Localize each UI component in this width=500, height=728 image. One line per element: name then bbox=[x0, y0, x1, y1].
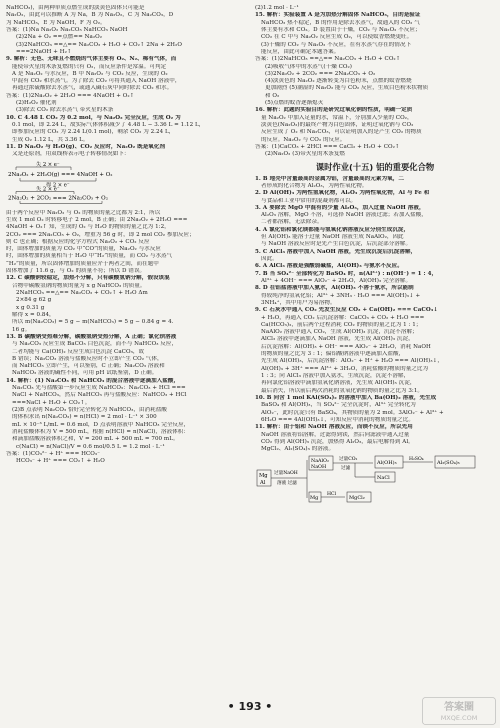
left-column-line: (2)2Na + O₂ ==点燃== Na₂O₂ bbox=[16, 34, 103, 41]
right-column-line: 体主要有水和 CO₂。D 装置由于干燥，CO₂ 与 Na₂O₂ 不反应； bbox=[261, 26, 421, 33]
left-column-line: 中混有 CO₂ 和水蒸气。为了除去 CO₂ 可将其通入 NaOH 溶液中， bbox=[12, 78, 181, 85]
right-column-line: 10. B 向含 1 mol KAl(SO₄)₂ 的溶液中加入 Ba(OH)₂ 溶液，先生成 bbox=[255, 394, 437, 401]
right-column-line: 6H₂O === 4Al(OH)₃↓，可知反应中消耗的物质的量之比。 bbox=[261, 416, 414, 423]
left-column bbox=[6, 5, 246, 466]
right-column-line: 更加剧烈 (5)潮湿的 Na₂O₂ 能与 CO₂ 反应，生成白色粉末状物质 bbox=[265, 85, 429, 92]
left-column-line: 4NaOH + O₂↑ 知，生成的 O₂ 与 H₂O 的物质的量之比为 1:2， bbox=[6, 224, 170, 231]
left-column-line: 的体积求出 n(Na₂CO₃) = n(HCl) = 2 mol · L⁻¹ × 300 bbox=[12, 414, 157, 421]
left-column-line: (3)2NaHCO₃ ==△== Na₂CO₃ + H₂O + CO₂↑ 2Na + 2H₂O bbox=[16, 41, 182, 48]
right-column-line: 与 NaOH 溶液反应时是先产生白色沉淀，后沉淀部分溶解。 bbox=[261, 241, 412, 248]
right-column-line: 再向氯化铝溶液中滴加氢氧化钠溶液，先生成 Al(OH)₃ 沉淀， bbox=[261, 380, 416, 387]
right-column-line: 的物质的量之比为 3 : 1；偏铝酸钠溶液中逐滴加入盐酸， bbox=[261, 351, 405, 358]
left-column-line: 答案：(1)2Na₂O₂ + 2H₂O === 4NaOH + O₂↑ bbox=[6, 92, 135, 99]
svg-text:MXQE.COM: MXQE.COM bbox=[440, 714, 478, 722]
right-column-line: 但 Al(OH)₃ 能溶于过量 NaOH 溶液生成 NaAlO₂，因此 bbox=[261, 234, 404, 241]
eq1-loss-label: 得 2 × e⁻ bbox=[46, 182, 70, 189]
start-label-al: Al bbox=[260, 480, 266, 487]
right-column-line: AlCl₃ 溶液中逐滴加入 NaOH 溶液，先生成 Al(OH)₃ 沉淀， bbox=[261, 336, 414, 343]
right-column-line: 2. D Al(OH)₃ 为两性氢氧化物，Al₂O₃ 为两性氧化物，Al 与 Fe 和 bbox=[255, 190, 430, 197]
left-column-line: 和滴加盐酸溶液体积之和，V = 200 mL + 500 mL = 700 mL。 bbox=[12, 436, 179, 443]
left-column-line: (2)B 点表明 Na₂CO₃ 恰好完全转化为 NaHCO₃，由消耗盐酸 bbox=[12, 407, 167, 413]
left-column-line: 时，固体增加的质量相当于 H₂O 中“H₂”的质量，而 CO₂ 与水蒸气 bbox=[6, 253, 173, 260]
left-column-line: 生成 O₂ 1.12 L，共 3.36 L。 bbox=[12, 136, 89, 143]
left-column-line: ===2NaOH + H₂↑ bbox=[16, 48, 72, 55]
left-column-line: 2×84 g 62 g bbox=[16, 297, 52, 304]
filtrate-naoh: NaOH bbox=[311, 465, 327, 471]
right-column-line: BaSO₄ 和 Al(OH)₃，当 SO₄²⁻ 完全沉淀时，Al³⁺ 完全转化为 bbox=[261, 402, 416, 409]
right-column-line: 与食品和工业中常用的混凝剂都可以。 bbox=[261, 197, 357, 204]
right-column-line: + H₂O，再通入 CO₂ 后沉淀溶解：CaCO₃ + CO₂ + H₂O === bbox=[261, 314, 425, 321]
product1-label: Al(OH)₃ bbox=[377, 460, 397, 467]
left-column-line: 生成 1 mol O₂ 时转移电子 2 mol，B 正确；由 2Na₂O₂ + 2H₂O === bbox=[6, 216, 188, 223]
right-column-line: 16. 解析：此题的实验目的是研究过氧化钠的性质，明确一定质 bbox=[255, 107, 413, 114]
left-column-line: 时，固体增加的质量为 CO₂ 中“CO”的质量，Na₂O₂ 与水反应 bbox=[6, 246, 162, 253]
left-column-line: 与 Na₂CO₃ 反应生成 BaCO₃ 白色沉淀，而不与 NaHCO₃ 反应， bbox=[12, 341, 178, 348]
right-column-line: 量 Na₂O₂ 中加入足量的水，常温下，分别加入少量的 CO₂， bbox=[261, 114, 413, 121]
right-column-line: 1 : 3；向 AlCl₃ 溶液中加入氨水，生成沉淀，沉淀不溶解， bbox=[261, 373, 410, 379]
section-heading: 课时作业(十五) 铝的重要化合物 bbox=[315, 161, 435, 172]
left-column-line: c(NaCl) = n(NaCl)/V = 0.6 mol/0.5 L = 1.2 mol · L⁻¹ bbox=[16, 443, 165, 450]
left-column-line: HCO₃⁻ + H⁺ === CO₂↑ + H₂O bbox=[16, 458, 105, 465]
right-column-line: (2)吸收气体中的水蒸气(干燥 CO₂) bbox=[265, 63, 352, 70]
step4-label: HCl bbox=[327, 492, 336, 498]
left-column-line: (3)除去 CO₂ 除去水蒸气 带火星的木条 bbox=[16, 107, 114, 114]
step1-label-a: 过量NaOH bbox=[274, 471, 298, 477]
right-column-line: 能反应，由此可确定本题答案。 bbox=[261, 48, 340, 55]
left-column-line: mL × 10⁻³ L/mL = 0.6 mol，D 点表明溶液中 NaHCO₃ 完全反应， bbox=[12, 421, 190, 428]
left-column-line: 11. D Na₂O₂ 与 H₂O(g)、CO₂ 反应时，Na₂O₂ 既是氧化剂 bbox=[6, 143, 166, 150]
right-column-line: 先生成 Al(OH)₃，后沉淀溶解：AlO₂⁻ + H⁺ + H₂O === Al(OH)₃↓， bbox=[261, 358, 443, 365]
step1-label-b: 溶液 过滤 bbox=[277, 481, 297, 487]
left-column-line: 答案：(1)CO₃²⁻ + H⁺ === HCO₃⁻ bbox=[6, 450, 101, 457]
left-column-line: 12. C 碳酸钠较稳定，加热不分解，只有碳酸氢钠分解，假设该混 bbox=[6, 275, 170, 282]
flowchart-svg bbox=[255, 454, 485, 506]
product3-label: MgCl₂ bbox=[349, 495, 365, 502]
electron-transfer-diagram bbox=[6, 160, 246, 208]
left-column-line: Na₂CO₃ 先与盐酸第一步反应生成 NaHCO₃：Na₂CO₃ + HCl === bbox=[12, 385, 186, 392]
left-column-line: 0.1 mol，即 2.24 L，故实际气体体积减少了 4.48 L − 3.36 L = 1.12 L， bbox=[12, 122, 205, 128]
left-column-line: 二者均能与 Ca(OH)₂ 反应生成白色沉淀 CaCO₃，故 bbox=[12, 348, 145, 355]
svg-text:答案圈: 答案圈 bbox=[444, 702, 474, 713]
right-column-line: 反应生成了 O₂ 和 Na₂CO₃，可以证明加入的是产生 CO₂ 的物质 bbox=[261, 129, 422, 136]
left-column-line: B 错误；Na₂CO₃ 溶液与盐酸反应时不立即产生 CO₂ 气体， bbox=[12, 355, 163, 362]
left-column-line: 16 g。 bbox=[12, 326, 31, 333]
eq1-gain-label: 失 2 × e⁻ bbox=[36, 161, 60, 168]
right-column-line: 11. 解析：由于铝和 NaOH 溶液反应，而镁不反应，所以先用 bbox=[255, 424, 413, 431]
left-column-line: 2NaHCO₃ ==△== Na₂CO₃ + CO₂↑ + H₂O Δm bbox=[16, 290, 148, 296]
page-number: • 193 • bbox=[227, 700, 273, 713]
byproduct-label: NaCl bbox=[377, 475, 390, 482]
left-column-line: 13. B 碳酸钠受热难分解，碳酸氢钠受热分解，A 正确；氯化钡溶液 bbox=[6, 333, 177, 340]
electron-transfer-svg bbox=[6, 160, 206, 204]
left-column-line: 即参加反应的 CO₂ 为 2.24 L(0.1 mol)，剩余 CO₂ 为 2.24 L， bbox=[12, 129, 175, 136]
right-column-line: NaOH 溶液将铝溶解，过滤得到镁，然后向滤液中通入过量 bbox=[261, 431, 410, 438]
left-column-line: NaHCO₃)，由两种单质点燃生成的淡黄色固体只可能是 bbox=[6, 5, 145, 11]
left-column-line: 再通过浓硫酸除去水蒸气，或通入碱石灰中同时除去 CO₂ 和水。 bbox=[12, 85, 173, 92]
left-column-line: 而 NaHCO₃ 立即产生，可以鉴别，C 正确；Na₂CO₃ 溶液和 bbox=[12, 363, 165, 370]
right-column-line: (4)淡黄色的 Na₂O₂ 逐渐转变为白色粉末，点燃的蚊香燃烧 bbox=[265, 78, 412, 85]
right-column-line: 6. A AlCl₃ 溶液是强酸弱碱盐，Al(OH)₃ 与氨水不反应。 bbox=[255, 263, 403, 270]
right-column-line: Al₂O₃ 溶解，MgO 不溶，可选择 NaOH 溶液过滤；若加入盐酸， bbox=[261, 212, 427, 219]
left-column-line: 2CO₂ === 2Na₂CO₃ + O₂，增重为 56 g 时，即 2 mol CO₂ 参加反应； bbox=[6, 231, 195, 238]
right-column-line: CO₂ 得到 Al(OH)₃ 沉淀，加热得 Al₂O₃，最后电解得到 Al。 bbox=[261, 438, 414, 445]
right-column-line: 二者都溶解，无法除杂。 bbox=[261, 219, 323, 226]
start-label-mg: Mg bbox=[259, 473, 268, 480]
right-column-line: Al(OH)₃ + 3H⁺ === Al³⁺ + 3H₂O，消耗盐酸的物质的量之比为 bbox=[261, 365, 429, 372]
left-column-line: 能使带火星的木条复燃的只有 O₂，而反应条件是常温。可判定 bbox=[12, 63, 167, 70]
left-column-line: “H₂”的质量，所以固体增加的质量应介于两者之间，而在题中 bbox=[6, 260, 159, 267]
left-column-line: Na₂O₂，由此可以推断 A 为 Na，B 为 Na₂O₂，C 为 Na₂CO₃，D bbox=[6, 12, 174, 19]
right-column-line: 5. C AlCl₃ 溶液中加入 NaOH 溶液，先生成沉淀后沉淀溶解， bbox=[255, 248, 417, 255]
right-column-line: 得较纯净的氢氧化铝；Al³⁺ + 3NH₃ · H₂O === Al(OH)₃↓ + bbox=[261, 292, 421, 299]
left-column-line: x g 0.31 g bbox=[16, 304, 45, 311]
right-column bbox=[255, 5, 495, 512]
right-column-line: 3NH₄⁺，其中用户为易溶物。 bbox=[261, 299, 336, 306]
left-column-line: A 是 Na₂O₂ 与水反应，B 中 Na₂O₂ 与 CO₂ 反应，生成的 O₂ bbox=[12, 70, 168, 77]
right-column-line: Al³⁺ + 4OH⁻ === AlO₂⁻ + 2H₂O，Al(OH)₃ 完全溶解。 bbox=[261, 277, 412, 284]
right-column-line: 淡黄色(Na₂O₂)的最终产物为白色固体，证明过氧化钠与 CO₂ bbox=[261, 122, 414, 128]
right-column-line: NaHCO₃ 热不稳定，B 的作用是除去水蒸气，故通入的 CO₂ 气 bbox=[261, 19, 420, 26]
right-column-line: NaAlO₂ 溶液中通入 CO₂，生成 Al(OH)₃ 沉淀，沉淀不溶解； bbox=[261, 329, 418, 336]
right-column-line: 者形成的化合物为 Al₂O₃，为两性氧化物。 bbox=[261, 182, 368, 189]
eq2-text: 2Na₂O₂ + 2CO₂ === 2Na₂CO₃ + O₂ bbox=[8, 195, 108, 202]
right-column-line: 答案：(1)2NaHCO₃ ==△== Na₂CO₃ + H₂O + CO₂↑ bbox=[255, 56, 401, 63]
left-column-line: 又是还原剂，用双线桥表示电子转移情况如下： bbox=[12, 151, 130, 158]
right-column-line: (3)干燥的 CO₂ 与 Na₂O₂ 不反应，在有水蒸气存在的情况下 bbox=[261, 41, 412, 48]
left-column-line: 消耗盐酸体积为 V = 500 mL，根据 n(HCl) = n(NaCl)，溶液体积： bbox=[12, 428, 189, 435]
left-column-line: 10. C 4.48 L CO₂ 为 0.2 mol，与 Na₂O₂ 完全反应，生成 O₂ 为 bbox=[6, 114, 181, 121]
right-column-line: Ca(HCO₃)₂，前后两个过程消耗 CO₂ 的物质的量之比为 1 : 1； bbox=[261, 321, 422, 328]
step2-label-a: 过量CO₂ bbox=[339, 457, 358, 463]
right-column-line: MgCl₂、Al₂(SO₄)₃ 的溶液。 bbox=[261, 446, 335, 453]
right-column-line: 后沉淀溶解：Al(OH)₃ + OH⁻ === AlO₂⁻ + 2H₂O，消耗 NaOH bbox=[261, 343, 431, 350]
watermark-logo bbox=[422, 697, 496, 725]
right-column-line: 15. 解析：实验装置 A 是为加热分解固体 NaHCO₃，目的是验证 bbox=[255, 12, 421, 19]
right-column-line: 的反应。Na₂O₂ 与 CO₂ 的反应。 bbox=[261, 136, 346, 143]
product2-label: Al₂(SO₄)₃ bbox=[437, 460, 460, 467]
right-column-line: 3. A 要除去 MgO 中混有的少量 Al₂O₃，加入过量 NaOH 溶液， bbox=[255, 204, 425, 211]
right-column-line: 因此。 bbox=[261, 256, 278, 262]
right-column-line: AlO₂⁻，此时沉淀只有 BaSO₄，其物质的量为 2 mol。3AlO₂⁻ + Al³⁺ + bbox=[261, 409, 444, 416]
left-column-line: 合物中碳酸氢钠的物质的量为 x g NaHCO₃ 的质量。 bbox=[12, 282, 146, 289]
left-column-line: NaHCO₃ 溶液的碱性不同，可用 pH 试纸鉴别，D 正确。 bbox=[12, 370, 158, 377]
left-column-line: 答案：(1)Na Na₂O₂ Na₂CO₃ NaHCO₃ NaOH bbox=[6, 26, 128, 33]
left-column-line: 所以 m(Na₂CO₃) = 5 g − m(NaHCO₃) = 5 g − 0.84 g = 4. bbox=[12, 319, 174, 326]
right-column-line: (3)2Na₂O₂ + 2CO₂ === 2Na₂CO₃ + O₂ bbox=[265, 70, 376, 77]
left-column-line: 14. 解析：(1) Na₂CO₃ 和 NaHCO₃ 的混合溶液中逐滴加入盐酸， bbox=[6, 377, 180, 384]
step2-label-b: 过滤 bbox=[341, 466, 351, 472]
right-column-line: 1. B 地壳中含量最高的金属为铝，含量最高的元素为氧，二 bbox=[255, 175, 404, 182]
right-column-line: 8. D 在铝盐溶液中加入氨水，Al(OH)₃ 不溶于氨水，所以能制 bbox=[255, 285, 414, 292]
aluminum-separation-flowchart bbox=[255, 454, 495, 510]
left-column-line: NaCl + NaHCO₃，然后 NaHCO₃ 再与盐酸反应：NaHCO₃ + HCl bbox=[12, 392, 187, 399]
step3-label: H₂SO₄ bbox=[409, 457, 424, 463]
left-column-line: 9. 解析：无色、无味且不燃烧的气体主要有 O₂、N₂、稀有气体，而 bbox=[6, 56, 177, 63]
right-column-line: 答案：(1)CaCO₃ + 2HCl === CaCl₂ + H₂O + CO₂↑ bbox=[255, 143, 400, 150]
left-column-line: 解得 x = 0.84， bbox=[12, 311, 55, 318]
right-column-line: (2)Na₂O₂ (3)带火星的木条复燃 bbox=[265, 151, 346, 158]
left-column-line: 为 NaHCO₃，E 为 NaOH，F 为 O₂。 bbox=[6, 19, 106, 26]
right-column-line: (5)点燃的蚊香逐渐熄灭 bbox=[265, 100, 324, 107]
left-column-line: 固体增加了 11.6 g，与 O₂ 的质量不符；所以 D 错误。 bbox=[6, 268, 146, 275]
eq1-loss-line bbox=[20, 178, 96, 181]
right-column-line: 7. B 当 SO₄²⁻ 全部转化为 BaSO₄ 时，n(Al³⁺) : n(OH⁻) = 1 : 4， bbox=[255, 270, 438, 277]
right-column-line: 和 O₂ bbox=[265, 92, 280, 99]
right-column-line: (2)1.2 mol · L⁻¹ bbox=[255, 5, 299, 11]
right-column-line: 最后消失，所以前后两次消耗的氢氧化钠的物质的量之比为 3:1。 bbox=[261, 387, 424, 394]
eq2-gain-label: 失 2 × e⁻ bbox=[36, 186, 60, 193]
filtrate-naalo2: NaAlO₂ bbox=[311, 459, 329, 465]
residue-label: Mg bbox=[310, 495, 319, 502]
right-column-line: 9. C 石灰水中通入 CO₂ 先发生反应 CO₂ + Ca(OH)₂ === CaCO₃↓ bbox=[255, 307, 438, 314]
eq1-text: 2Na₂O₂ + 2H₂O(g) === 4NaOH + O₂ bbox=[8, 171, 113, 178]
left-column-line: (2)H₂O₂ 催化剂 bbox=[16, 100, 57, 107]
left-column-line: 由于两个反应中 Na₂O₂ 与 O₂ 的物质的量之比都为 2:1，所以 bbox=[6, 209, 161, 216]
right-column-line: CO₂ 在 C 中与 Na₂O₂ 反应生成 O₂，可以使蚊香燃烧更旺。 bbox=[261, 34, 413, 41]
left-column-line: ===NaCl + H₂O + CO₂↑。 bbox=[12, 399, 91, 406]
left-column-line: 则 C 也正确；根据反应的化学方程式 Na₂O₂ + CO₂ 反应 bbox=[6, 238, 150, 245]
right-column-line: 4. A 氯化铝和氯化镁都能与氢氧化钠溶液反应分别生成沉淀， bbox=[255, 226, 410, 233]
